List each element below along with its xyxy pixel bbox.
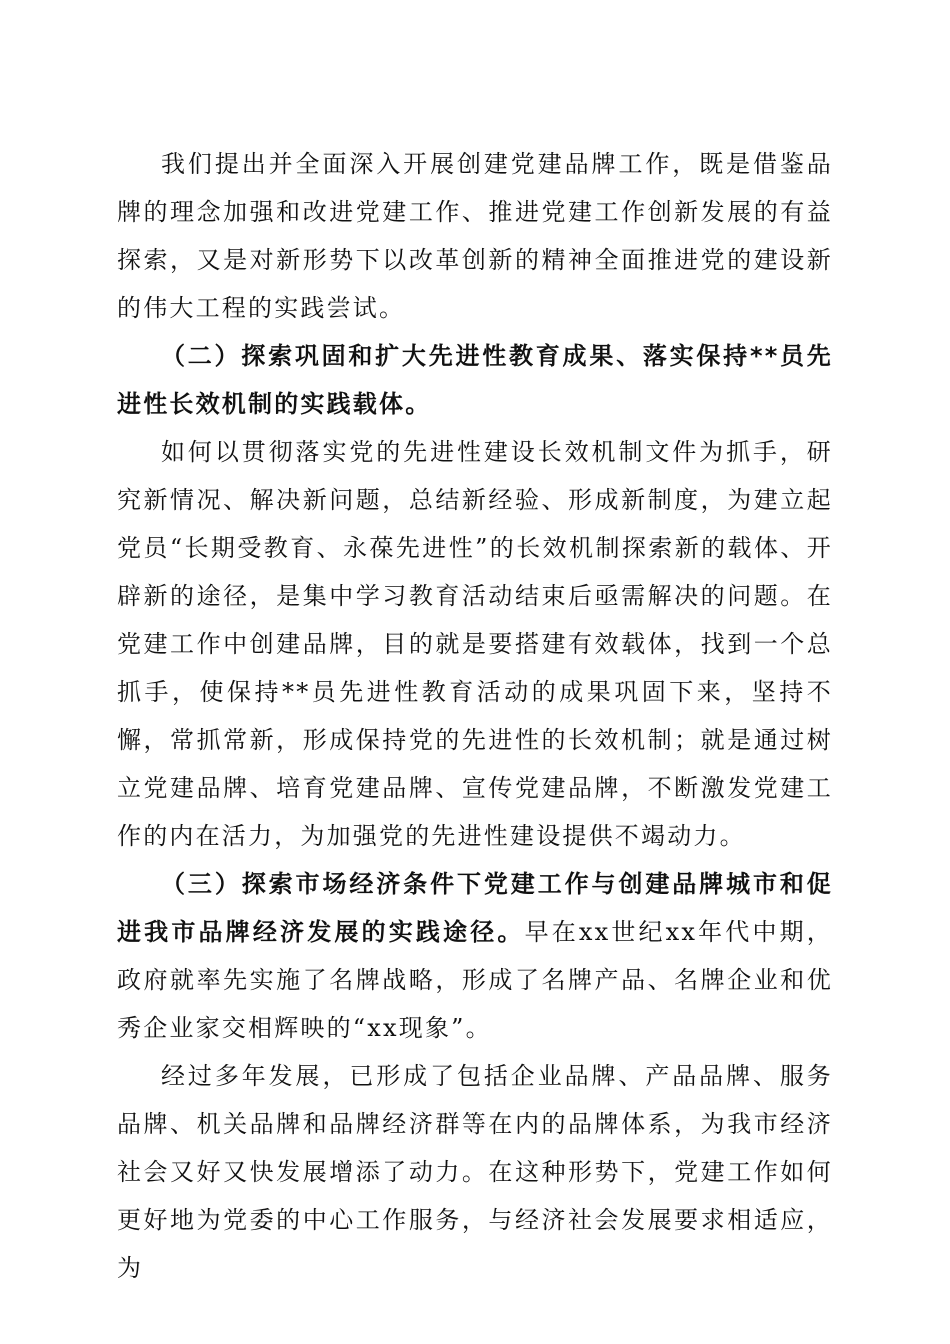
paragraph-development: 经过多年发展，已形成了包括企业品牌、产品品牌、服务品牌、机关品牌和品牌经济群等在内的品牌体系，为我市经济社会又好又快发展增添了动力。在这种形势下，党建工作如何更好地为党委的中心工作服务，与经济社会发展要求相适应，为 [117,1062,833,1282]
paragraph-mechanism: 如何以贯彻落实党的先进性建设长效机制文件为抓手，研究新情况、解决新问题，总结新经验、形成新制度，为建立起党员“长期受教育、永葆先进性”的长效机制探索新的载体、开辟新的途径，是集中学习教育活动结束后亟需解决的问题。在党建工作中创建品牌，目的就是要搭建有效载体，找到一个总抓手，使保持**员先进性教育活动的成果巩固下来，坚持不懈，常抓常新，形成保持党的先进性的长效机制；就是通过树立党建品牌、培育党建品牌、宣传党建品牌，不断激发党建工作的内在活力，为加强党的先进性建设提供不竭动力。 [117,438,833,850]
section-heading-2: （二）探索巩固和扩大先进性教育成果、落实保持**员先进性长效机制的实践载体。 [117,342,833,418]
paragraph-market [117,860,833,1052]
document-body [117,140,833,1292]
paragraph-intro: 我们提出并全面深入开展创建党建品牌工作，既是借鉴品牌的理念加强和改进党建工作、推进党建工作创新发展的有益探索，又是对新形势下以改革创新的精神全面推进党的建设新的伟大工程的实践尝试。 [117,150,833,322]
paragraph-market-text: 早在xx世纪xx年代中期，政府就率先实施了名牌战略，形成了名牌产品、名牌企业和优秀企业家交相辉映的“xx现象”。 [117,918,834,1042]
section-heading-3: （三）探索市场经济条件下党建工作与创建品牌城市和促进我市品牌经济发展的实践途径。 [117,870,833,946]
